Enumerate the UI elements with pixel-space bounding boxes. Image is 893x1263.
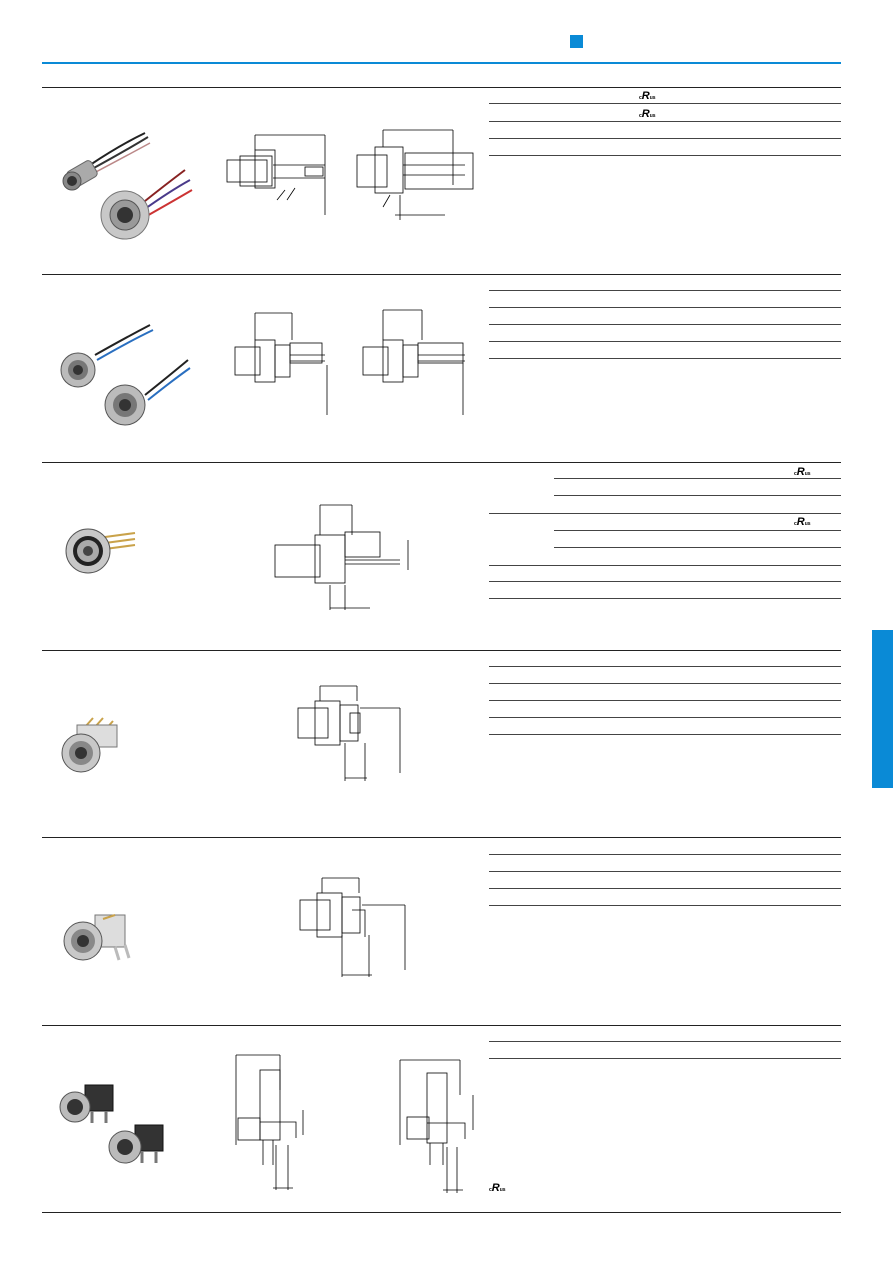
section-divider xyxy=(42,837,841,838)
dimension-drawing-rear-mount-cable-2 xyxy=(360,305,475,420)
section-divider xyxy=(42,87,841,88)
dimension-drawing-rear-mount-cable xyxy=(355,125,475,225)
section-divider xyxy=(42,650,841,651)
cable-pigtail-connectors-photo xyxy=(50,125,200,250)
dimension-drawing-pcb-straight xyxy=(295,683,410,783)
section-divider xyxy=(42,462,841,463)
section-divider xyxy=(42,274,841,275)
dimension-drawing-pcb-pins xyxy=(270,500,415,615)
header-rule xyxy=(42,62,841,64)
dimension-drawing-front-mount-cable xyxy=(230,305,340,420)
section-divider xyxy=(42,1025,841,1026)
ul-certification-icon: cRus xyxy=(794,466,811,478)
section-divider xyxy=(42,1212,841,1213)
header-accent-square xyxy=(570,35,583,48)
ul-certification-icon: cRus xyxy=(639,90,656,102)
pcb-angled-connector-pair-photo xyxy=(50,1075,175,1170)
dimension-drawing-straight-cable xyxy=(225,130,335,220)
pcb-pin-connector-photo xyxy=(60,515,140,580)
dimension-drawing-pcb-angled-b xyxy=(385,1055,495,1200)
ul-certification-icon: cRus xyxy=(794,516,811,528)
pcb-right-angle-connector-photo xyxy=(55,905,140,965)
pcb-straight-connector-photo xyxy=(55,715,135,775)
dimension-drawing-pcb-angled-a xyxy=(218,1050,328,1195)
dimension-drawing-pcb-right-angle xyxy=(297,875,412,980)
cable-pigtail-connectors-blue-photo xyxy=(50,320,200,435)
chapter-side-tab xyxy=(872,630,893,788)
ul-certification-icon: cRus xyxy=(639,108,656,120)
ul-certification-icon: cRus xyxy=(489,1182,506,1194)
